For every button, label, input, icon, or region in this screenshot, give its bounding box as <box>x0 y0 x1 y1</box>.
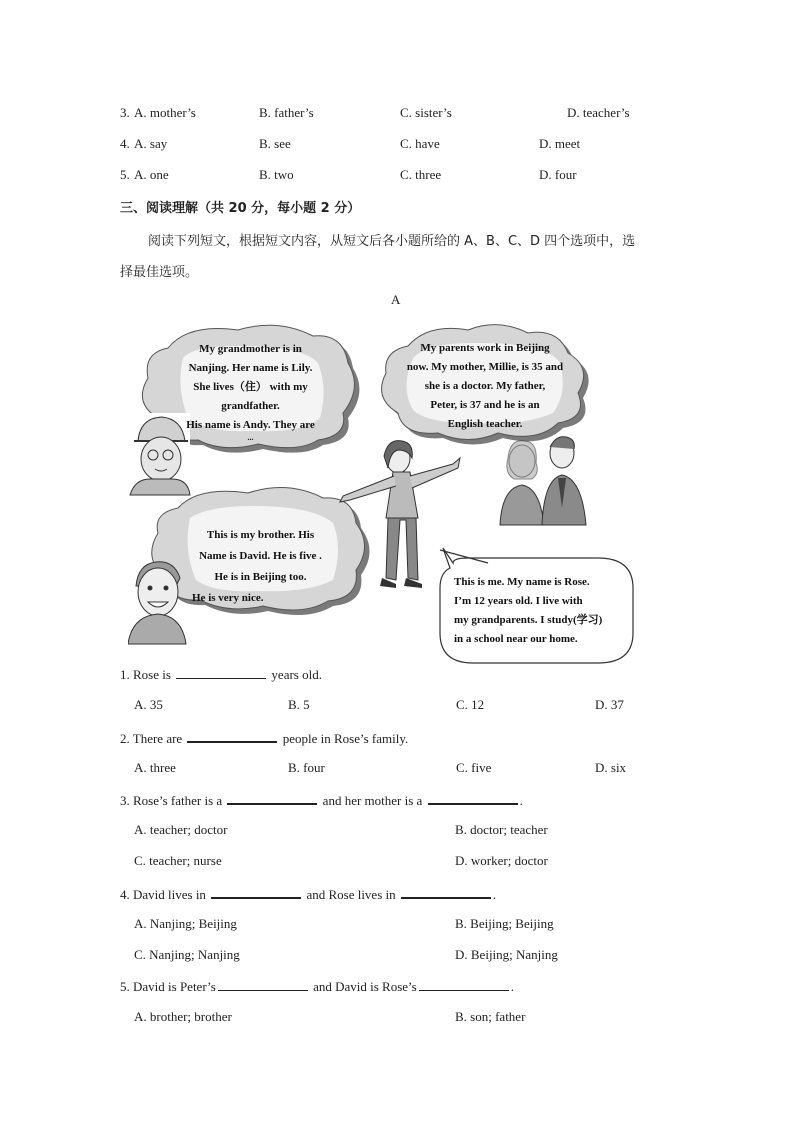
bubble-parents-line: she is a doctor. My father, <box>424 380 546 392</box>
section-instruction-line2: 择最佳选项。 <box>120 265 199 280</box>
q4-option-a[interactable]: A. Nanjing; Beijing <box>134 916 237 931</box>
q1-option-a[interactable]: A. 35 <box>134 697 163 712</box>
q1-stem-before: 1. Rose is <box>120 667 171 682</box>
q2-option-b[interactable]: B. four <box>288 760 325 775</box>
q5-stem-mid: and David is Rose’s <box>313 979 417 994</box>
bubble-brother-line: He is very nice. <box>192 592 264 604</box>
q3-option-c[interactable]: C. teacher; nurse <box>134 853 222 868</box>
bubble-grandmother-line: My grandmother is in <box>199 343 302 355</box>
question-5-stem <box>120 978 514 995</box>
bubble-brother-line: He is in Beijing too. <box>214 571 307 583</box>
q1-option-d[interactable]: D. 37 <box>595 697 624 712</box>
bubble-text-brother <box>178 525 343 609</box>
bubble-text-parents <box>390 339 580 434</box>
prev-q3-option-d: D. teacher’s <box>567 105 630 120</box>
section-heading: 三、阅读理解（共 20 分，每小题 2 分） <box>120 201 361 216</box>
bubble-parents-line: now. My mother, Millie, is 35 and <box>406 361 564 373</box>
q5-blank-1[interactable] <box>218 978 308 991</box>
prev-q3-num: 3. <box>120 105 130 120</box>
prev-q3-option-a: A. mother’s <box>134 105 196 120</box>
bubble-rose-line: I’m 12 years old. I live with <box>454 595 583 607</box>
prev-q3-option-c: C. sister’s <box>400 105 452 120</box>
q3-stem-mid: and her mother is a <box>322 793 423 808</box>
prev-q5-option-b: B. two <box>259 167 294 182</box>
q2-blank[interactable] <box>187 729 277 743</box>
bubble-grandmother-line: grandfather. <box>221 400 280 412</box>
prev-q4-option-c: C. have <box>400 136 440 151</box>
q1-option-b[interactable]: B. 5 <box>288 697 310 712</box>
bubble-text-grandmother <box>168 340 333 441</box>
q1-blank[interactable] <box>176 666 266 679</box>
q3-option-a[interactable]: A. teacher; doctor <box>134 822 228 837</box>
q4-stem-after: . <box>492 887 497 902</box>
q5-blank-2[interactable] <box>419 978 509 991</box>
q2-option-a[interactable]: A. three <box>134 760 176 775</box>
section-instruction-line1: 阅读下列短文，根据短文内容，从短文后各小题所给的 A、B、C、D 四个选项中，选 <box>148 234 636 249</box>
question-3-stem <box>120 791 523 809</box>
q3-stem-before: 3. Rose’s father is a <box>120 793 223 808</box>
bubble-grandmother-line: His name is Andy. They are <box>186 419 315 431</box>
prev-q5-option-d: D. four <box>539 167 577 182</box>
q2-option-d[interactable]: D. six <box>595 760 627 775</box>
q3-blank-1[interactable] <box>227 791 317 805</box>
q5-stem-after: . <box>510 979 514 994</box>
passage-label: A <box>391 292 401 307</box>
q4-blank-2[interactable] <box>401 885 491 899</box>
prev-q4-num: 4. <box>120 136 130 151</box>
prev-q3-option-b: B. father’s <box>259 105 314 120</box>
prev-q5-option-a: A. one <box>134 167 169 182</box>
prev-q4-option-a: A. say <box>134 136 168 151</box>
q5-option-a[interactable]: A. brother; brother <box>134 1009 232 1024</box>
q4-option-c[interactable]: C. Nanjing; Nanjing <box>134 947 240 962</box>
q5-stem-before: 5. David is Peter’s <box>120 979 216 994</box>
question-2-stem <box>120 729 408 747</box>
q3-stem-after: . <box>519 793 523 808</box>
question-4-stem <box>120 885 496 903</box>
bubble-grandmother-line: ... <box>247 433 254 442</box>
q4-stem-before: 4. David lives in <box>120 887 206 902</box>
prev-q5-option-c: C. three <box>400 167 442 182</box>
bubble-grandmother-line: She lives（住） with my <box>193 381 308 393</box>
q1-option-c[interactable]: C. 12 <box>456 697 485 712</box>
q1-stem-after: years old. <box>271 667 322 682</box>
q4-stem-mid: and Rose lives in <box>306 887 396 902</box>
q3-option-b[interactable]: B. doctor; teacher <box>455 822 548 837</box>
q2-stem-after: people in Rose’s family. <box>282 731 409 746</box>
bubble-text-rose <box>454 573 634 649</box>
bubble-parents-line: English teacher. <box>447 418 523 430</box>
question-1-stem <box>120 666 322 683</box>
q4-option-d[interactable]: D. Beijing; Nanjing <box>455 947 558 962</box>
prev-q5-num: 5. <box>120 167 130 182</box>
q3-blank-2[interactable] <box>428 791 518 805</box>
bubble-grandmother-line: Nanjing. Her name is Lily. <box>188 362 313 374</box>
prev-q4-option-d: D. meet <box>539 136 581 151</box>
q2-stem-before: 2. There are <box>120 731 183 746</box>
q2-option-c[interactable]: C. five <box>456 760 492 775</box>
prev-q4-option-b: B. see <box>259 136 291 151</box>
bubble-brother-line: This is my brother. His <box>206 529 315 541</box>
parents-figure <box>500 437 586 525</box>
q4-option-b[interactable]: B. Beijing; Beijing <box>455 916 554 931</box>
q5-option-b[interactable]: B. son; father <box>455 1009 526 1024</box>
passage-illustration <box>128 318 638 668</box>
bubble-parents-line: Peter, is 37 and he is an <box>430 399 540 411</box>
bubble-rose-line: my grandparents. I study(学习) <box>454 614 603 626</box>
q3-option-d[interactable]: D. worker; doctor <box>455 853 548 868</box>
bubble-rose-line: in a school near our home. <box>454 633 578 645</box>
bubble-parents-line: My parents work in Beijing <box>420 342 550 354</box>
bubble-brother-line: Name is David. He is five . <box>199 550 322 562</box>
q4-blank-1[interactable] <box>211 885 301 899</box>
bubble-rose-line: This is me. My name is Rose. <box>454 576 590 588</box>
